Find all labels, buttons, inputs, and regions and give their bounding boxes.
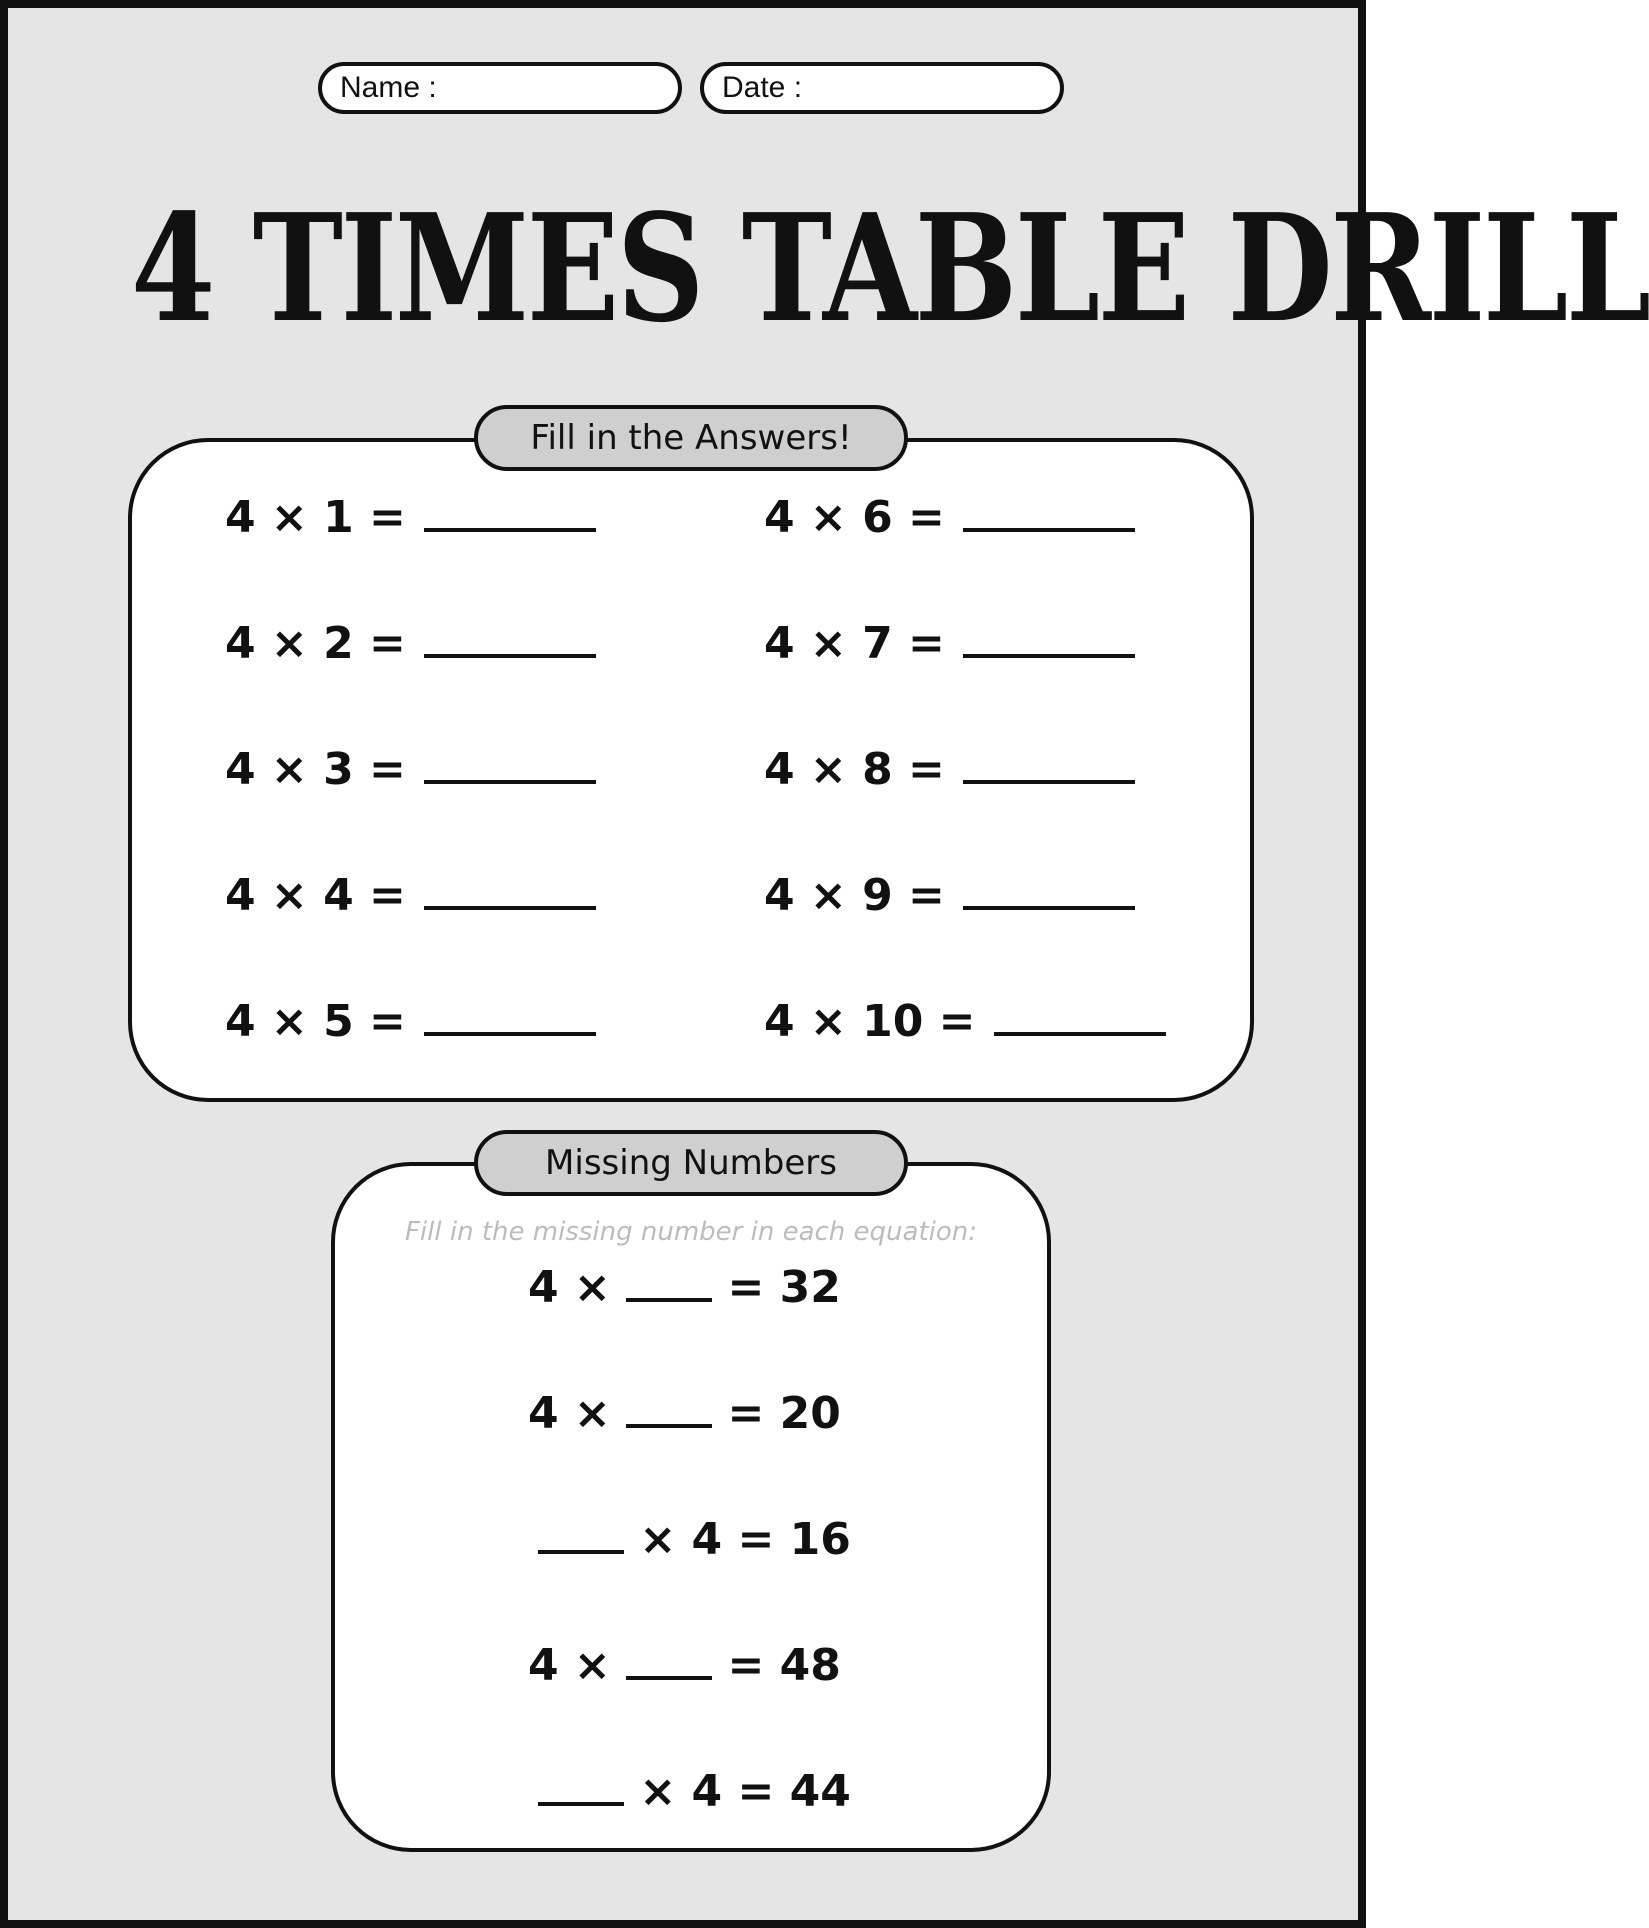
answer-blank[interactable]	[963, 740, 1135, 784]
equation-prefix: 4 ×	[528, 1640, 611, 1691]
answer-blank[interactable]	[424, 866, 596, 910]
equation-text: 4 × 1 =	[225, 492, 406, 543]
equation-text: 4 × 6 =	[764, 492, 945, 543]
answer-blank[interactable]	[424, 488, 596, 532]
equation-row	[225, 866, 596, 922]
equation-row	[764, 488, 1135, 544]
missing-number-blank[interactable]	[538, 1512, 624, 1554]
equation-row	[225, 992, 596, 1048]
equation-text: 4 × 9 =	[764, 870, 945, 921]
equation-text: 4 × 8 =	[764, 744, 945, 795]
answer-blank[interactable]	[424, 614, 596, 658]
missing-numbers-label: Missing Numbers	[474, 1130, 908, 1196]
date-label: Date :	[722, 71, 803, 104]
equation-text: 4 × 10 =	[764, 996, 976, 1047]
missing-number-blank[interactable]	[626, 1260, 712, 1302]
equation-row	[225, 614, 596, 670]
name-label: Name :	[340, 71, 437, 104]
answers-section-label: Fill in the Answers!	[474, 405, 908, 471]
answer-blank[interactable]	[994, 992, 1166, 1036]
equation-suffix: × 4 = 44	[639, 1766, 851, 1817]
equation-text: 4 × 2 =	[225, 618, 406, 669]
equation-suffix: = 32	[727, 1262, 841, 1313]
equation-row	[225, 740, 596, 796]
answer-blank[interactable]	[963, 614, 1135, 658]
equation-prefix: 4 ×	[528, 1262, 611, 1313]
equation-suffix: = 20	[727, 1388, 841, 1439]
missing-number-blank[interactable]	[538, 1764, 624, 1806]
answer-blank[interactable]	[963, 488, 1135, 532]
answer-blank[interactable]	[963, 866, 1135, 910]
missing-equation-row	[528, 1386, 868, 1440]
equation-suffix: = 48	[727, 1640, 841, 1691]
equation-row	[225, 488, 596, 544]
missing-equation-row	[528, 1260, 868, 1314]
equation-row	[764, 614, 1135, 670]
answer-blank[interactable]	[424, 992, 596, 1036]
equation-text: 4 × 4 =	[225, 870, 406, 921]
page-title: 4 TIMES TABLE DRILL	[130, 181, 1649, 355]
equation-text: 4 × 7 =	[764, 618, 945, 669]
equation-suffix: × 4 = 16	[639, 1514, 851, 1565]
equation-prefix: 4 ×	[528, 1388, 611, 1439]
missing-equation-row	[538, 1764, 878, 1818]
date-field[interactable]	[700, 62, 1064, 114]
equation-text: 4 × 3 =	[225, 744, 406, 795]
missing-number-blank[interactable]	[626, 1638, 712, 1680]
missing-equation-row	[538, 1512, 878, 1566]
equation-row	[764, 866, 1135, 922]
missing-number-blank[interactable]	[626, 1386, 712, 1428]
missing-numbers-instruction: Fill in the missing number in each equation:	[404, 1217, 978, 1247]
missing-equation-row	[528, 1638, 868, 1692]
name-field[interactable]	[318, 62, 682, 114]
answer-blank[interactable]	[424, 740, 596, 784]
equation-text: 4 × 5 =	[225, 996, 406, 1047]
equation-row	[764, 992, 1166, 1048]
equation-row	[764, 740, 1135, 796]
